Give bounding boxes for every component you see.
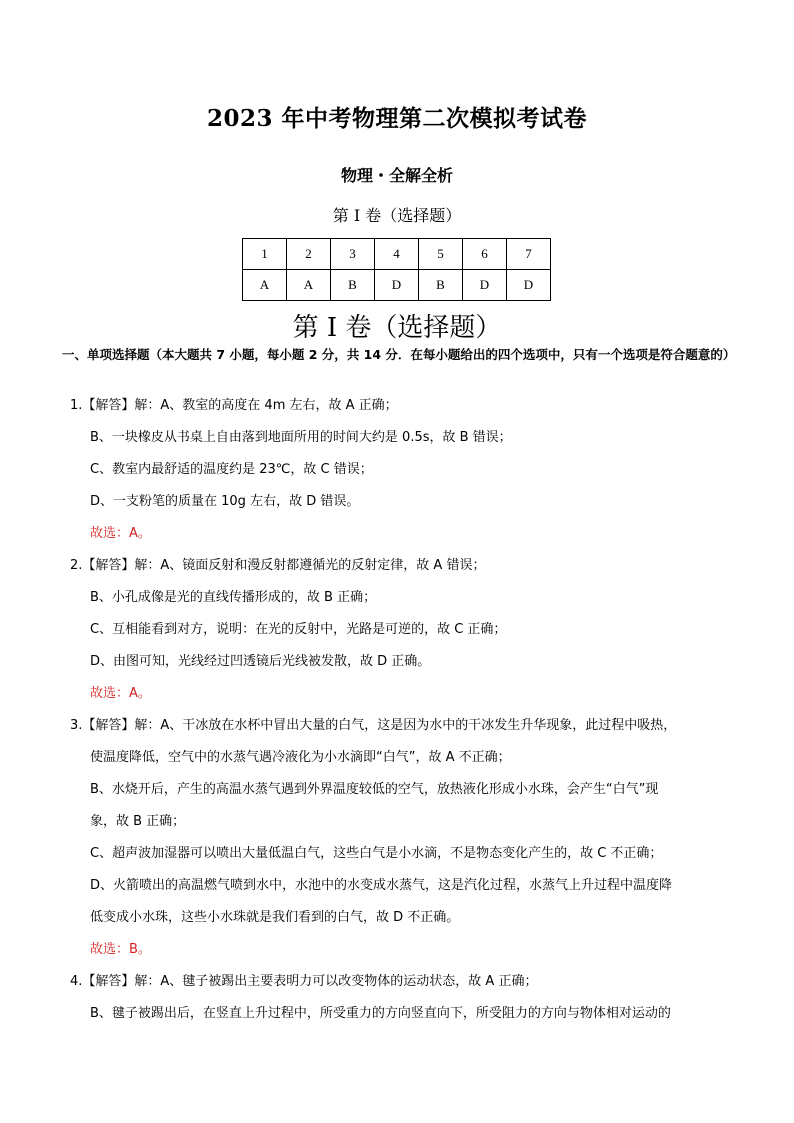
page-subtitle: 物理・全解全析 [340,166,453,185]
table-cell: 7 [507,239,551,270]
table-cell: 1 [243,239,287,270]
answer-table-answer-row [243,270,551,301]
answer-line: D、由图可知，光线经过凹透镜后光线被发散，故 D 正确。 [90,654,431,669]
table-cell: A [243,270,287,301]
answer-line: B、毽子被踢出后，在竖直上升过程中，所受重力的方向竖直向下，所受阻力的方向与物体相对运动的 [90,1006,671,1021]
table-cell: 3 [331,239,375,270]
answer-line: 2.【解答】解：A、镜面反射和漫反射都遵循光的反射定律，故 A 错误； [70,558,486,573]
answer-line: B、一块橡皮从书桌上自由落到地面所用的时间大约是 0.5s，故 B 错误； [90,430,512,445]
answer-line: C、超声波加湿器可以喷出大量低温白气，这些白气是小水滴，不是物态变化产生的，故 C 不正确； [90,846,663,861]
table-cell: 2 [287,239,331,270]
answer-line: D、一支粉笔的质量在 10g 左右，故 D 错误。 [90,494,360,509]
table-cell: 6 [463,239,507,270]
answer-line: 使温度降低，空气中的水蒸气遇冷液化为小水滴即“白气”，故 A 不正确； [90,750,511,765]
answer-line: B、小孔成像是光的直线传播形成的，故 B 正确； [90,590,377,605]
section-instructions: 一、单项选择题（本大题共 7 小题，每小题 2 分，共 14 分．在每小题给出的四个选项中，只有一个选项是符合题意的） [62,347,736,362]
answer-line: 3.【解答】解：A、干冰放在水杯中冒出大量的白气，这是因为水中的干冰发生升华现象，此过程中吸热， [70,718,677,733]
answer-line: 象，故 B 正确； [90,814,186,829]
answer-line: 4.【解答】解：A、毽子被踢出主要表明力可以改变物体的运动状态，故 A 正确； [70,974,538,989]
table-cell: 5 [419,239,463,270]
page-title: 2023 年中考物理第二次模拟考试卷 [206,105,588,132]
conclusion-line: 故选：A。 [90,686,151,701]
answer-line: C、教室内最舒适的温度约是 23℃，故 C 错误； [90,462,373,477]
answer-line: B、水烧开后，产生的高温水蒸气遇到外界温度较低的空气，放热液化形成小水珠，会产生“白气”现 [90,782,659,797]
answer-line: C、互相能看到对方，说明：在光的反射中，光路是可逆的，故 C 正确； [90,622,507,637]
table-cell: A [287,270,331,301]
answer-table [242,238,551,301]
answer-table-number-row [243,239,551,270]
section-heading-small: 第 I 卷（选择题） [332,206,462,225]
table-cell: D [507,270,551,301]
section-heading-large: 第 I 卷（选择题） [292,313,502,343]
table-cell: B [419,270,463,301]
answer-line: 1.【解答】解：A、教室的高度在 4m 左右，故 A 正确； [70,398,398,413]
table-cell: 4 [375,239,419,270]
conclusion-line: 故选：A。 [90,526,151,541]
table-cell: D [463,270,507,301]
conclusion-line: 故选：B。 [90,942,151,957]
answer-line: D、火箭喷出的高温燃气喷到水中，水池中的水变成水蒸气，这是汽化过程，水蒸气上升过程中温度降 [90,878,673,893]
answer-line: 低变成小水珠，这些小水珠就是我们看到的白气，故 D 不正确。 [90,910,460,925]
table-cell: D [375,270,419,301]
table-cell: B [331,270,375,301]
